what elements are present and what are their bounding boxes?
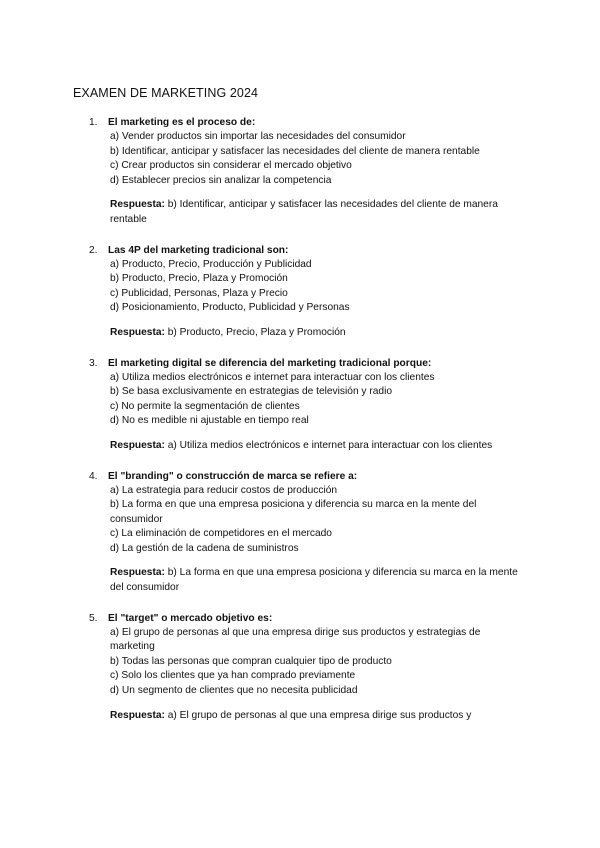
answer-text: b) Producto, Precio, Plaza y Promoción bbox=[167, 326, 346, 338]
answer-text: b) Identificar, anticipar y satisfacer las necesidades del cliente de manera rentable bbox=[110, 199, 498, 225]
answer-text: a) El grupo de personas al que una empresa dirige sus productos y bbox=[167, 709, 472, 721]
question-text: El "branding" o construcción de marca se refiere a: bbox=[108, 470, 358, 482]
answer-label: Respuesta: bbox=[110, 439, 165, 451]
option-b: b) Producto, Precio, Plaza y Promoción bbox=[110, 273, 288, 285]
question-header bbox=[0, 611, 600, 626]
option-a: a) La estrategia para reducir costos de producción bbox=[110, 484, 338, 496]
question-number: 1. bbox=[89, 117, 98, 128]
answer-label: Respuesta: bbox=[110, 567, 165, 579]
answer-label: Respuesta: bbox=[110, 709, 165, 721]
answer-label: Respuesta: bbox=[110, 326, 165, 338]
option-b: b) Se basa exclusivamente en estrategias de televisión y radio bbox=[110, 386, 393, 398]
option-b: b) Todas las personas que compran cualquier tipo de producto bbox=[110, 655, 392, 667]
option-d: d) La gestión de la cadena de suministros bbox=[110, 542, 299, 554]
question-number: 5. bbox=[89, 612, 98, 624]
page-title: EXAMEN DE MARKETING 2024 bbox=[73, 86, 259, 100]
question-header bbox=[0, 115, 600, 130]
question-list bbox=[0, 115, 600, 723]
question-header bbox=[0, 469, 600, 484]
question-3 bbox=[0, 356, 600, 454]
answer bbox=[110, 439, 522, 454]
option-list bbox=[0, 258, 522, 316]
option-b: b) Identificar, anticipar y satisfacer las necesidades del cliente de manera rentable bbox=[110, 145, 480, 157]
option-list bbox=[0, 371, 522, 429]
answer-label: Respuesta: bbox=[110, 199, 165, 211]
question-text: El marketing es el proceso de: bbox=[108, 117, 256, 128]
question-number: 4. bbox=[89, 470, 98, 482]
option-a: a) Producto, Precio, Producción y Publicidad bbox=[110, 258, 312, 270]
option-a: a) El grupo de personas al que una empresa dirige sus productos y estrategias de marketing bbox=[110, 626, 481, 653]
question-1 bbox=[0, 115, 600, 228]
option-d: d) No es medible ni ajustable en tiempo real bbox=[110, 415, 309, 427]
option-list bbox=[0, 626, 522, 699]
option-c: c) No permite la segmentación de clientes bbox=[110, 400, 300, 412]
question-header bbox=[0, 356, 600, 371]
option-a: a) Utiliza medios electrónicos e internet para interactuar con los clientes bbox=[110, 371, 435, 383]
answer-text: b) La forma en que una empresa posiciona y diferencia su marca en la mente del consumidor bbox=[110, 567, 518, 594]
question-number: 3. bbox=[89, 357, 98, 369]
option-list bbox=[0, 130, 522, 188]
option-d: d) Establecer precios sin analizar la competencia bbox=[110, 174, 332, 186]
question-4 bbox=[0, 469, 600, 596]
answer bbox=[110, 198, 522, 227]
question-5 bbox=[0, 611, 600, 724]
question-number: 2. bbox=[89, 244, 98, 256]
question-header bbox=[0, 243, 600, 258]
option-c: c) Solo los clientes que ya han comprado previamente bbox=[110, 670, 356, 682]
option-c: c) Crear productos sin considerar el mercado objetivo bbox=[110, 160, 352, 172]
option-c: c) Publicidad, Personas, Plaza y Precio bbox=[110, 287, 288, 299]
answer bbox=[110, 566, 522, 595]
option-a: a) Vender productos sin importar las necesidades del consumidor bbox=[110, 131, 406, 142]
option-d: d) Un segmento de clientes que no necesita publicidad bbox=[110, 685, 358, 697]
option-d: d) Posicionamiento, Producto, Publicidad y Personas bbox=[110, 302, 350, 314]
answer-text: a) Utiliza medios electrónicos e internet para interactuar con los clientes bbox=[167, 439, 493, 451]
answer bbox=[110, 326, 522, 341]
question-2 bbox=[0, 243, 600, 341]
question-text: El "target" o mercado objetivo es: bbox=[108, 612, 273, 624]
answer bbox=[110, 709, 522, 724]
option-c: c) La eliminación de competidores en el mercado bbox=[110, 528, 332, 540]
question-text: Las 4P del marketing tradicional son: bbox=[108, 244, 289, 256]
question-text: El marketing digital se diferencia del marketing tradicional porque: bbox=[108, 357, 432, 369]
option-list bbox=[0, 484, 522, 557]
option-b: b) La forma en que una empresa posiciona y diferencia su marca en la mente del consumidor bbox=[110, 499, 477, 525]
